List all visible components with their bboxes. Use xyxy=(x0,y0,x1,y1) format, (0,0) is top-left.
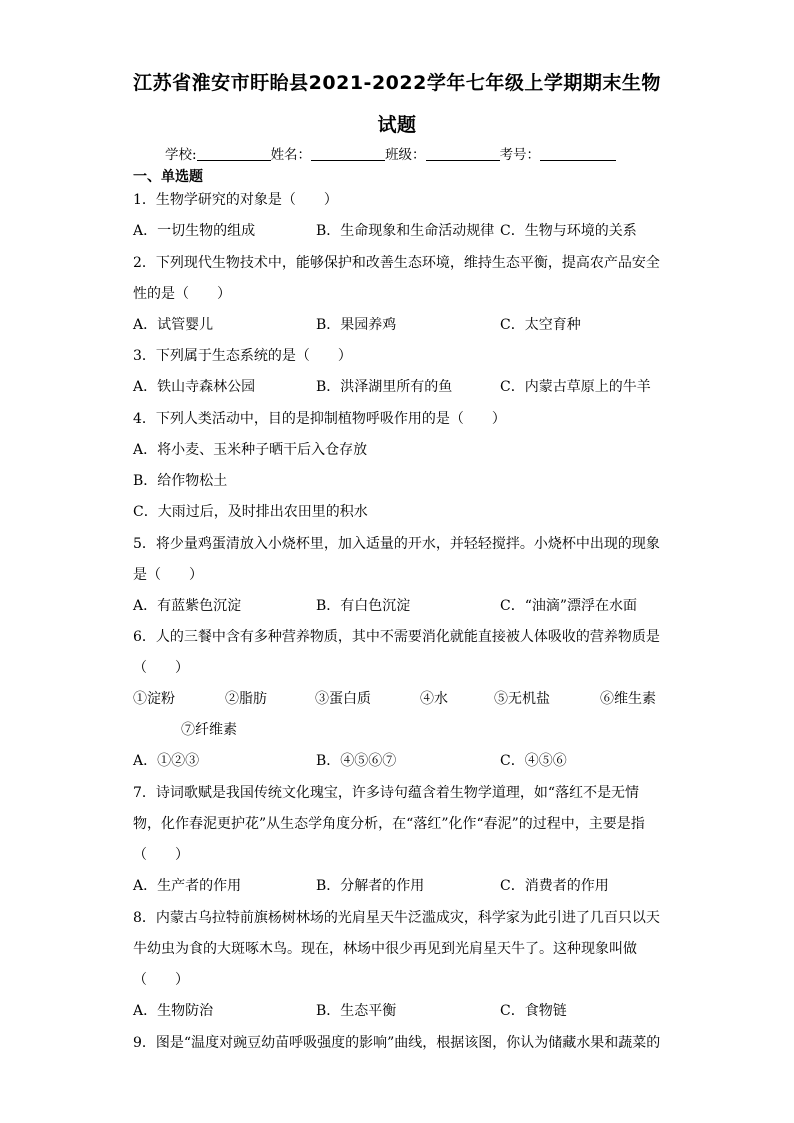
q8-stem-line3: （ ） xyxy=(133,972,189,988)
q6-item-3: ③蛋白质 xyxy=(315,691,371,707)
q8-option-a: A．生物防治 xyxy=(133,1003,214,1019)
q8-stem-line1: 8．内蒙古乌拉特前旗杨树林场的光肩星天牛泛滥成灾，科学家为此引进了几百只以天 xyxy=(133,910,660,926)
q8-option-c: C．食物链 xyxy=(500,1003,567,1019)
q5-option-a: A．有蓝紫色沉淀 xyxy=(133,598,242,614)
q4-stem: 4．下列人类活动中，目的是抑制植物呼吸作用的是（ ） xyxy=(133,411,506,427)
q3-stem: 3．下列属于生态系统的是（ ） xyxy=(133,348,352,364)
q6-item-4: ④水 xyxy=(420,691,448,707)
q7-stem-line3: （ ） xyxy=(133,847,189,863)
q6-stem-line2: （ ） xyxy=(133,660,189,676)
q1-option-a: A．一切生物的组成 xyxy=(133,223,256,239)
q5-option-b: B．有白色沉淀 xyxy=(316,598,411,614)
q5-stem-line1: 5．将少量鸡蛋清放入小烧杯里，加入适量的开水，并轻轻搅拌。小烧杯中出现的现象 xyxy=(133,536,660,552)
q2-option-a: A．试管婴儿 xyxy=(133,317,214,333)
q7-stem-line2: 物，化作春泥更护花”从生态学角度分析，在“落红”化作“春泥”的过程中，主要是指 xyxy=(133,816,645,832)
q6-item-1: ①淀粉 xyxy=(133,691,175,707)
name-blank xyxy=(311,146,385,161)
exam-number-blank xyxy=(540,146,616,161)
q5-stem-line2: 是（ ） xyxy=(133,567,203,583)
q4-option-c: C．大雨过后，及时排出农田里的积水 xyxy=(133,504,368,520)
q7-option-a: A．生产者的作用 xyxy=(133,878,242,894)
q1-option-b: B．生命现象和生命活动规律 xyxy=(316,223,495,239)
q8-option-b: B．生态平衡 xyxy=(316,1003,397,1019)
q4-option-a: A．将小麦、玉米种子晒干后入仓存放 xyxy=(133,442,368,458)
q6-option-b: B．④⑤⑥⑦ xyxy=(316,753,397,769)
q2-stem-line1: 2．下列现代生物技术中，能够保护和改善生态环境，维持生态平衡，提高农产品安全 xyxy=(133,255,660,271)
name-label: 姓名： xyxy=(270,147,312,163)
q4-option-b: B．给作物松土 xyxy=(133,473,228,489)
q1-option-c: C．生物与环境的关系 xyxy=(500,223,637,239)
student-info-row xyxy=(165,143,616,163)
q6-option-a: A．①②③ xyxy=(133,753,200,769)
q2-option-b: B．果园养鸡 xyxy=(316,317,397,333)
school-label: 学校: xyxy=(165,147,197,163)
exam-title-line1: 江苏省淮安市盱眙县2021-2022学年七年级上学期期末生物 xyxy=(133,72,661,94)
exam-number-label: 考号： xyxy=(499,147,541,163)
q6-item-2: ②脂肪 xyxy=(225,691,267,707)
exam-title-line2: 试题 xyxy=(377,114,417,136)
q2-option-c: C．太空育种 xyxy=(500,317,581,333)
q8-stem-line2: 牛幼虫为食的大斑啄木鸟。现在，林场中很少再见到光肩星天牛了。这种现象叫做 xyxy=(133,941,637,957)
q7-option-c: C．消费者的作用 xyxy=(500,878,609,894)
q7-stem-line1: 7．诗词歌赋是我国传统文化瑰宝，许多诗句蕴含着生物学道理，如“落红不是无情 xyxy=(133,785,640,801)
q3-option-a: A．铁山寺森林公园 xyxy=(133,379,256,395)
q2-stem-line2: 性的是（ ） xyxy=(133,286,231,302)
q1-stem: 1．生物学研究的对象是（ ） xyxy=(133,192,338,208)
q9-stem-line1: 9．图是“温度对豌豆幼苗呼吸强度的影响”曲线，根据该图，你认为储藏水果和蔬菜的 xyxy=(133,1035,661,1051)
class-label: 班级： xyxy=(385,147,426,163)
q6-stem-line1: 6．人的三餐中含有多种营养物质，其中不需要消化就能直接被人体吸收的营养物质是 xyxy=(133,629,660,645)
class-blank xyxy=(426,146,500,161)
q6-option-c: C．④⑤⑥ xyxy=(500,753,567,769)
q6-item-6: ⑥维生素 xyxy=(600,691,656,707)
q3-option-c: C．内蒙古草原上的牛羊 xyxy=(500,379,651,395)
q6-item-5: ⑤无机盐 xyxy=(494,691,550,707)
q7-option-b: B．分解者的作用 xyxy=(316,878,425,894)
q3-option-b: B．洪泽湖里所有的鱼 xyxy=(316,379,453,395)
school-blank xyxy=(197,146,271,161)
q6-item-7: ⑦纤维素 xyxy=(181,722,237,738)
q5-option-c: C．“油滴”漂浮在水面 xyxy=(500,598,638,614)
section-title: 一、单选题 xyxy=(133,169,203,185)
